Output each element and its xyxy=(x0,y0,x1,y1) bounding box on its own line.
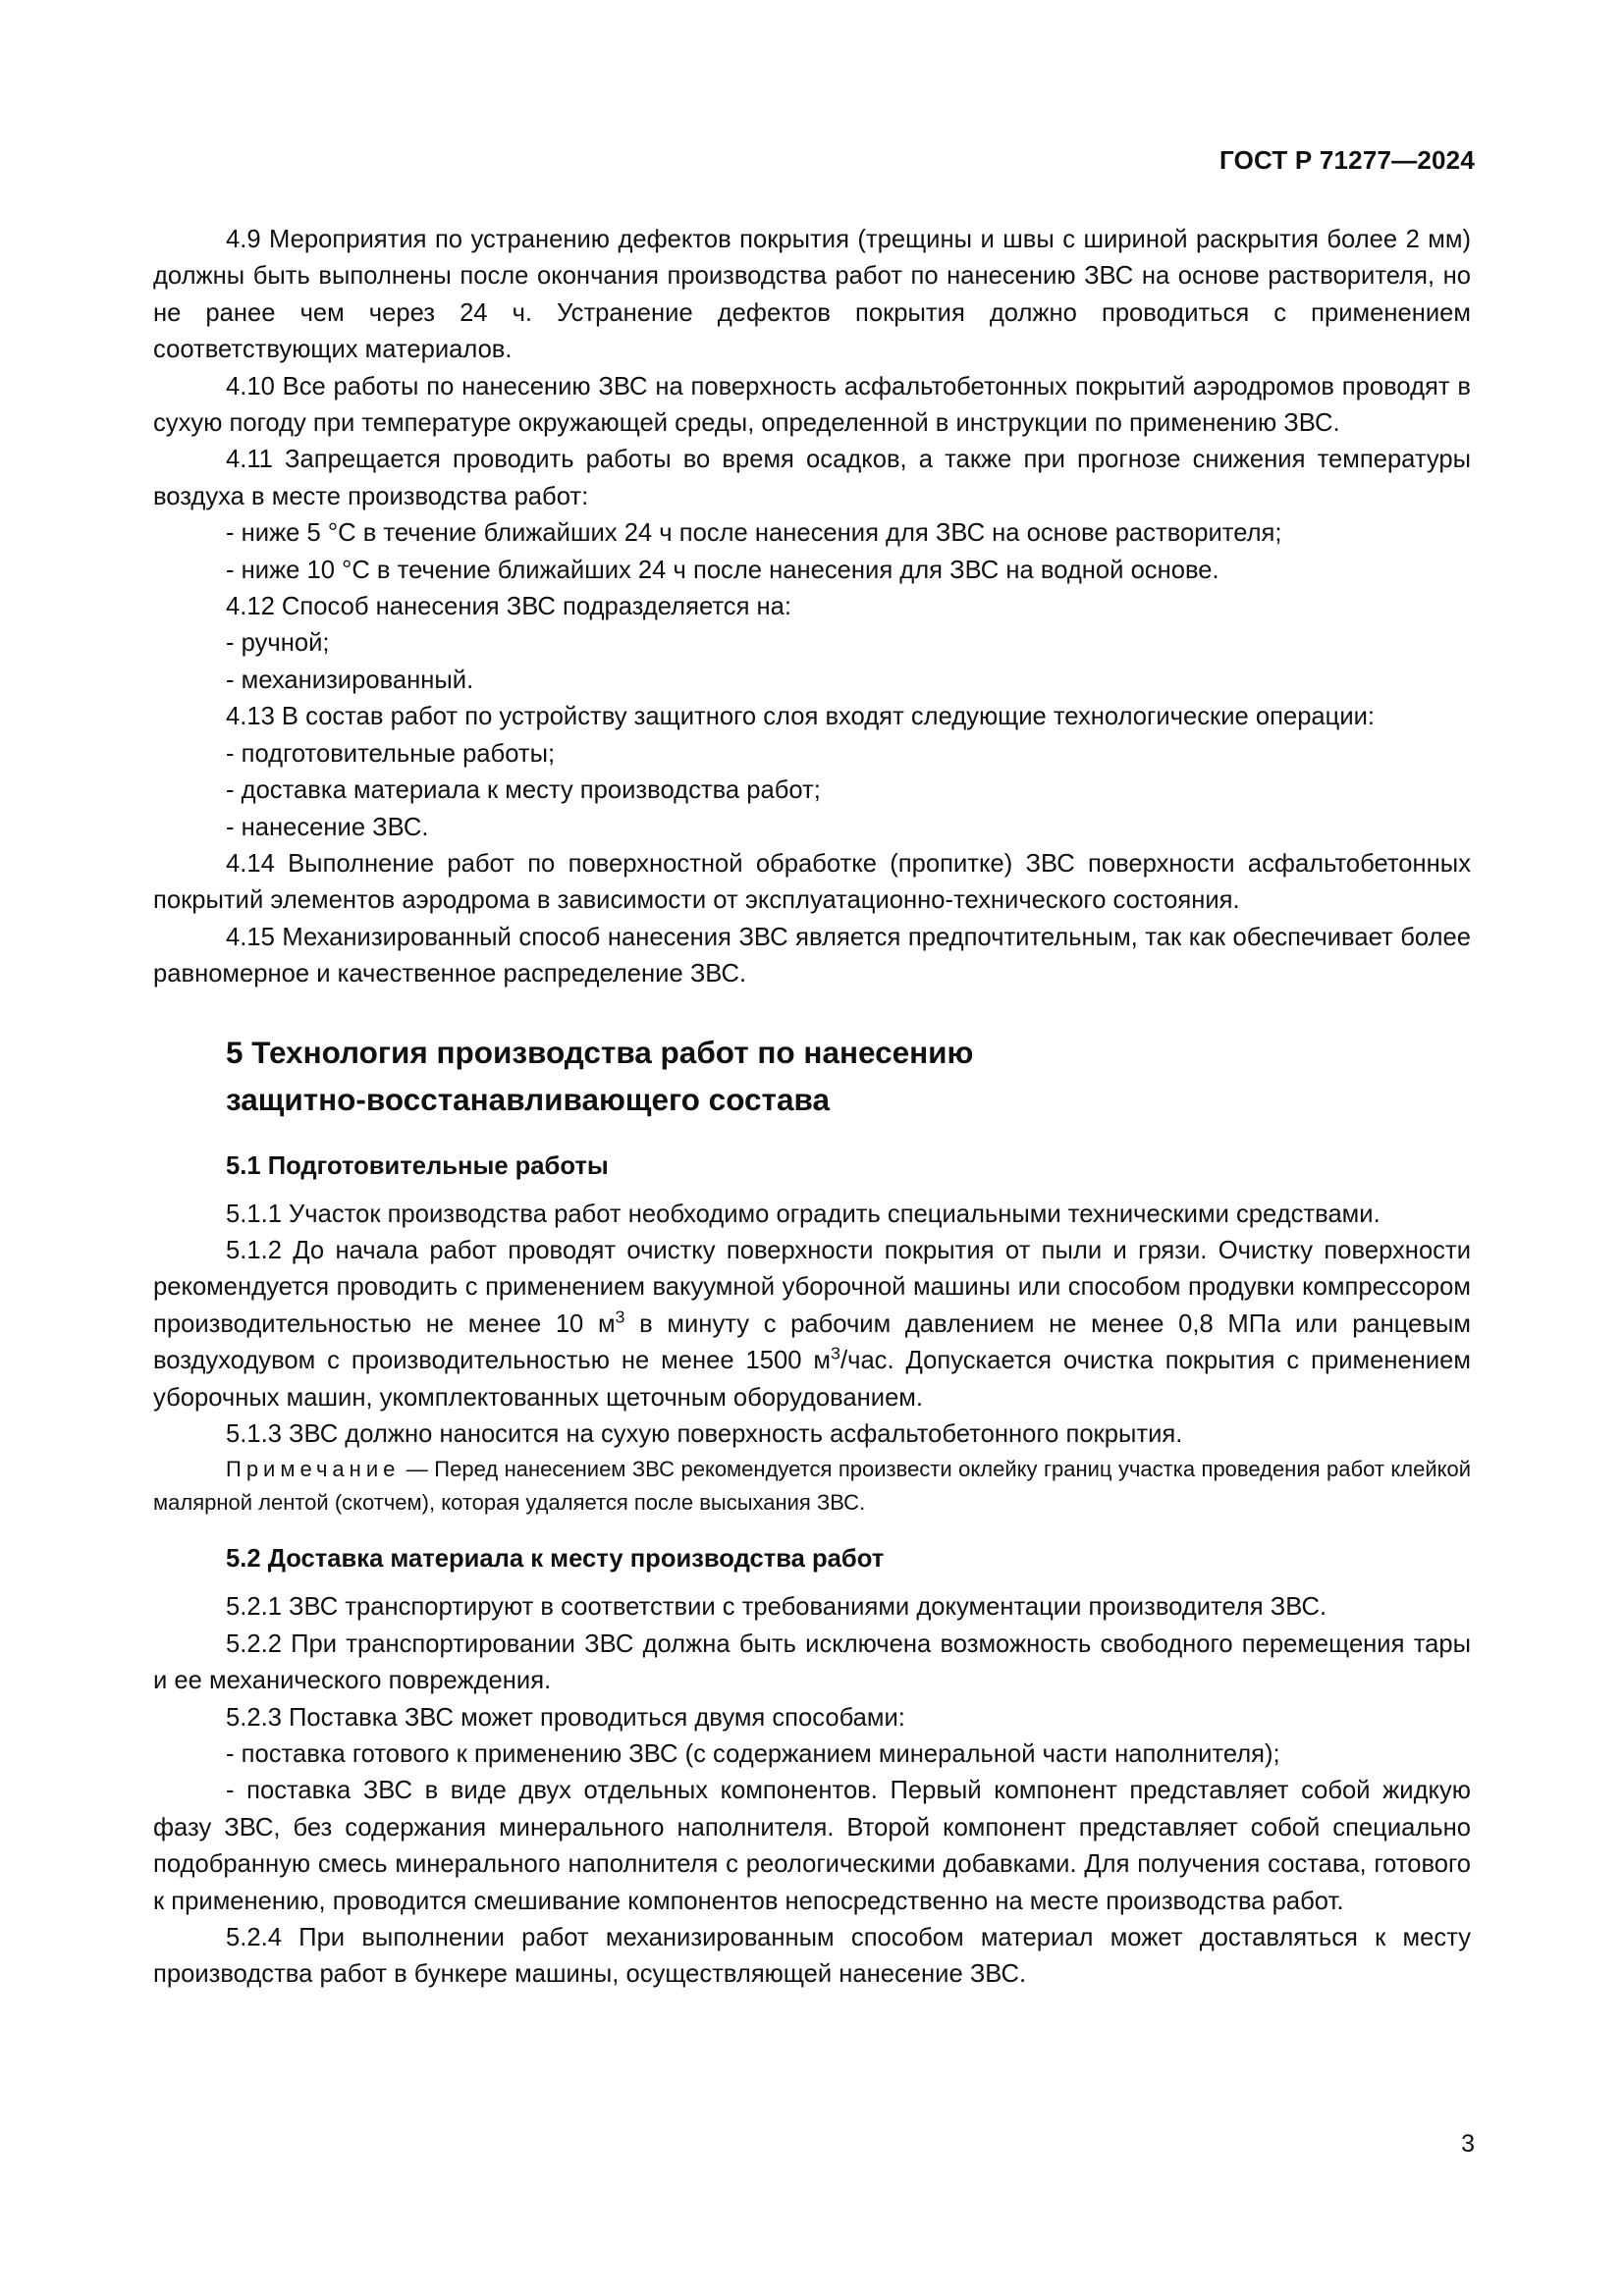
superscript-cubic: 3 xyxy=(831,1343,840,1363)
paragraph-5-1-2 xyxy=(153,1233,1471,1416)
paragraph-4-14: 4.14 Выполнение работ по поверхностной обработке (пропитке) ЗВС поверхности асфальтобетонных покрытий элементов аэродрома в зависимости от эксплуатационно-технического состояния. xyxy=(153,849,1471,915)
section-5-heading-line-2: защитно-восстанавливающего состава xyxy=(226,1081,830,1117)
paragraph-4-12: 4.12 Способ нанесения ЗВС подразделяется на: xyxy=(226,593,792,621)
list-item: - ниже 5 °С в течение ближайших 24 ч после нанесения для ЗВС на основе растворителя; xyxy=(226,519,1282,548)
note xyxy=(153,1453,1471,1520)
paragraph-5-1-3: 5.1.3 ЗВС должно наносится на сухую поверхность асфальтобетонного покрытия. xyxy=(226,1419,1183,1448)
list-item: - поставка ЗВС в виде двух отдельных компонентов. Первый компонент представляет собой жидкую фазу ЗВС, без содержания минерального наполнителя. Второй компонент представляет собой специально подобранную смесь минерального наполнителя с реологическими добавками. Для получения состава, готового к применению, проводится смешивание компонентов непосредственно на месте производства работ. xyxy=(153,1777,1471,1915)
subsection-5-1-heading: 5.1 Подготовительные работы xyxy=(226,1151,609,1180)
list-item: - доставка материала к месту производства работ; xyxy=(226,776,821,805)
list-item: - механизированный. xyxy=(226,666,474,694)
document-code-header: ГОСТ Р 71277—2024 xyxy=(1219,145,1475,175)
paragraph-5-1-2-part-c: /час. Допускается очистка покрытия с применением уборочных машин, укомплектованных щеточным оборудованием. xyxy=(153,1347,1472,1412)
paragraph-4-10: 4.10 Все работы по нанесению ЗВС на поверхность асфальтобетонных покрытий аэродромов проводят в сухую погоду при температуре окружающей среды, определенной в инструкции по применению ЗВС. xyxy=(153,372,1471,438)
paragraph-4-13: 4.13 В состав работ по устройству защитного слоя входят следующие технологические операции: xyxy=(226,703,1376,731)
subsection-5-2-heading: 5.2 Доставка материала к месту производства работ xyxy=(226,1545,885,1574)
paragraph-5-2-4: 5.2.4 При выполнении работ механизированным способом материал может доставляться к месту производства работ в бункере машины, осуществляющей нанесение ЗВС. xyxy=(153,1924,1471,1989)
list-item: - ручной; xyxy=(226,629,330,658)
paragraph-5-1-2-part-a: 5.1.2 До начала работ проводят очистку поверхности покрытия от пыли и грязи. Очистку поверхности рекомендуется проводить с применением вакуумной уборочной машины или способом продувки компрессором производительностью не менее 10 м xyxy=(153,1236,1471,1338)
paragraph-4-15: 4.15 Механизированный способ нанесения ЗВС является предпочтительным, так как обеспечивает более равномерное и качественное распределение ЗВС. xyxy=(153,923,1471,988)
paragraph-4-9: 4.9 Мероприятия по устранению дефектов покрытия (трещины и швы с шириной раскрытия более 2 мм) должны быть выполнены после окончания производства работ по нанесению ЗВС на основе растворителя, но не ранее чем через 24 ч. Устранение дефектов покрытия должно проводиться с применением соответствующих материалов. xyxy=(153,226,1471,364)
paragraph-4-11: 4.11 Запрещается проводить работы во время осадков, а также при прогнозе снижения температуры воздуха в месте производства работ: xyxy=(153,446,1471,510)
list-item: - подготовительные работы; xyxy=(226,739,556,768)
note-text: — Перед нанесением ЗВС рекомендуется произвести оклейку границ участка проведения работ клейкой малярной лентой (скотчем), которая удаляется после высыхания ЗВС. xyxy=(153,1457,1471,1516)
superscript-cubic: 3 xyxy=(615,1307,625,1327)
list-item: - нанесение ЗВС. xyxy=(226,813,429,841)
document-body xyxy=(153,222,1471,1994)
list-item: - ниже 10 °С в течение ближайших 24 ч после нанесения для ЗВС на водной основе. xyxy=(226,556,1219,584)
section-5-heading xyxy=(226,1029,1471,1123)
paragraph-5-2-1: 5.2.1 ЗВС транспортируют в соответствии с требованиями документации производителя ЗВС. xyxy=(226,1593,1327,1622)
note-label: Примечание xyxy=(226,1457,401,1482)
paragraph-5-2-3: 5.2.3 Поставка ЗВС может проводиться двумя способами: xyxy=(226,1703,905,1732)
section-5-heading-line-1: 5 Технология производства работ по нанесению xyxy=(226,1034,974,1070)
list-item: - поставка готового к применению ЗВС (с содержанием минеральной части наполнителя); xyxy=(226,1740,1280,1768)
paragraph-5-1-2-part-b: в минуту с рабочим давлением не менее 0,8 МПа или ранцевым воздуходувом с производительностью не менее 1500 м xyxy=(153,1309,1471,1375)
page-number: 3 xyxy=(1461,2130,1475,2158)
paragraph-5-1-1: 5.1.1 Участок производства работ необходимо оградить специальными техническими средствами. xyxy=(226,1200,1380,1228)
paragraph-5-2-2: 5.2.2 При транспортировании ЗВС должна быть исключена возможность свободного перемещения тары и ее механического повреждения. xyxy=(153,1629,1471,1695)
